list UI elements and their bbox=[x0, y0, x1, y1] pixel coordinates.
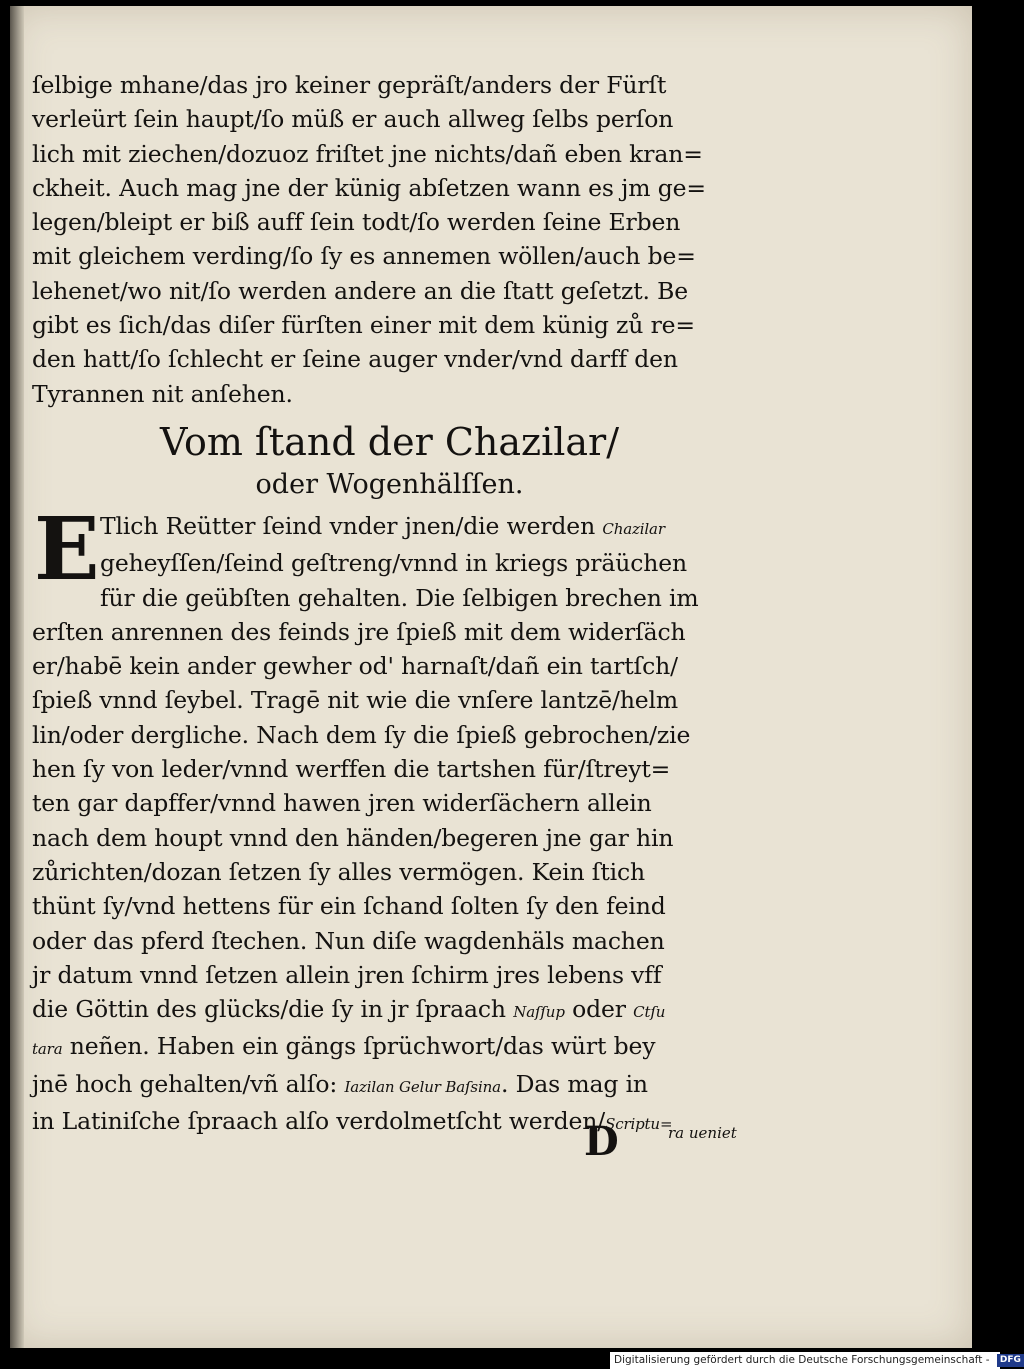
text-line bbox=[32, 958, 747, 992]
line-text: . Das mag in bbox=[500, 1069, 648, 1098]
line-text: zůrichten/dozan ſetzen ſy alles vermögen. Kein ſtich bbox=[32, 857, 645, 886]
paragraph-2 bbox=[32, 498, 747, 1141]
footer-text: Digitalisierung gefördert durch die Deutsche Forschungsgemeinschaft - bbox=[614, 1354, 990, 1366]
line-text: in Latiniſche ſpraach alſo verdolmetſcht werden/ bbox=[32, 1107, 606, 1136]
line-text: oder das pferd ſtechen. Nun diſe wagdenhäls machen bbox=[32, 926, 665, 955]
line-text: er/habē kein ander gewher od' harnaſt/dañ ein tartſch/ bbox=[32, 652, 678, 681]
text-line: ckheit. Auch mag jne der künig abſetzen wann es jm ge= bbox=[32, 173, 706, 202]
line-text: hen ſy von leder/vnnd werffen die tartshen für/ſtreyt= bbox=[32, 755, 671, 784]
text-line bbox=[32, 1067, 747, 1104]
line-text: jr datum vnnd ſetzen allein jren ſchirm jres lebens vff bbox=[32, 960, 662, 989]
line-text: für die geübſten gehalten. Die ſelbigen brechen im bbox=[100, 583, 699, 612]
marginal-note: Iazilan Gelur Baſsina bbox=[344, 1077, 501, 1096]
line-text: lin/oder dergliche. Nach dem ſy die ſpieß gebrochen/zie bbox=[32, 720, 691, 749]
text-block bbox=[32, 68, 747, 1141]
text-line bbox=[32, 1104, 747, 1141]
line-text: thünt ſy/vnd hettens für ein ſchand ſolten ſy den feind bbox=[32, 892, 666, 921]
text-line: Tyrannen nit anſehen. bbox=[32, 379, 293, 408]
text-line bbox=[32, 718, 747, 752]
text-line bbox=[32, 649, 747, 683]
section-heading: Vom ſtand der Chazilar/ bbox=[159, 419, 620, 464]
text-line bbox=[32, 786, 747, 820]
marginal-note: Scriptu= bbox=[605, 1115, 673, 1134]
section-subheading: oder Wogenhälſſen. bbox=[255, 468, 524, 500]
marginal-note: Chazilar bbox=[602, 519, 665, 538]
text-line bbox=[32, 821, 747, 855]
drop-capital: E bbox=[34, 498, 100, 600]
line-text: die Göttin des glücks/die ſy in jr ſpraach bbox=[32, 995, 514, 1024]
line-text: nach dem houpt vnnd den händen/begeren jne gar hin bbox=[32, 823, 674, 852]
text-line: lehenet/wo nit/ſo werden andere an die ſtatt geſetzt. Be bbox=[32, 276, 689, 305]
footer-bar bbox=[610, 1352, 1021, 1369]
text-line: lich mit ziechen/dozuoz friſtet jne nichts/dañ eben kran= bbox=[32, 139, 703, 168]
paragraph-1 bbox=[32, 68, 747, 411]
line-text: ſpieß vnnd ſeybel. Tragē nit wie die vnſere lantzē/helm bbox=[32, 686, 679, 715]
text-line bbox=[32, 615, 747, 649]
text-line bbox=[32, 581, 747, 615]
text-line: den hatt/ſo ſchlecht er ſeine auger vnder/vnd darff den bbox=[32, 345, 678, 374]
text-line bbox=[32, 683, 747, 717]
text-line: gibt es ſich/das diſer fürſten einer mit dem künig zů re= bbox=[32, 311, 695, 340]
text-line: verleürt ſein haupt/ſo müß er auch allweg ſelbs perſon bbox=[32, 105, 674, 134]
line-text: geheyſſen/ſeind geſtreng/vnnd in kriegs präüchen bbox=[100, 549, 687, 578]
line-text: erſten anrennen des feinds jre ſpieß mit dem widerſäch bbox=[32, 617, 686, 646]
text-line: ſelbige mhane/das jro keiner gepräſt/anders der Fürſt bbox=[32, 71, 667, 99]
text-line bbox=[32, 924, 747, 958]
marginal-note: Naſſup bbox=[513, 1003, 565, 1022]
text-line bbox=[32, 889, 747, 923]
line-text: oder bbox=[564, 995, 634, 1024]
text-line bbox=[32, 992, 747, 1029]
line-text: Tlich Reütter ſeind vnder jnen/die werden bbox=[100, 511, 603, 540]
dfg-logo: DFG bbox=[997, 1354, 1024, 1367]
marginal-note: tara bbox=[32, 1040, 63, 1059]
line-text: jnē hoch gehalten/vñ alſo: bbox=[32, 1069, 345, 1098]
text-line bbox=[32, 546, 747, 580]
text-line bbox=[32, 1029, 747, 1066]
page-gutter bbox=[10, 6, 24, 1348]
line-text: ten gar dapffer/vnnd hawen jren widerſächern allein bbox=[32, 789, 652, 818]
text-line bbox=[32, 509, 747, 546]
paragraph-2-lines bbox=[32, 509, 747, 1141]
marginal-note: Ctſu bbox=[633, 1003, 666, 1022]
text-line: legen/bleipt er biß auff ſein todt/ſo werden ſeine Erben bbox=[32, 208, 681, 237]
text-line bbox=[32, 855, 747, 889]
text-line: mit gleichem verding/ſo ſy es annemen wöllen/auch be= bbox=[32, 242, 696, 271]
text-line bbox=[32, 752, 747, 786]
line-text: neñen. Haben ein gängs ſprüchwort/das würt bey bbox=[62, 1032, 656, 1061]
signature-mark: D bbox=[584, 1118, 619, 1165]
catchword: ra ueniet bbox=[668, 1124, 737, 1142]
